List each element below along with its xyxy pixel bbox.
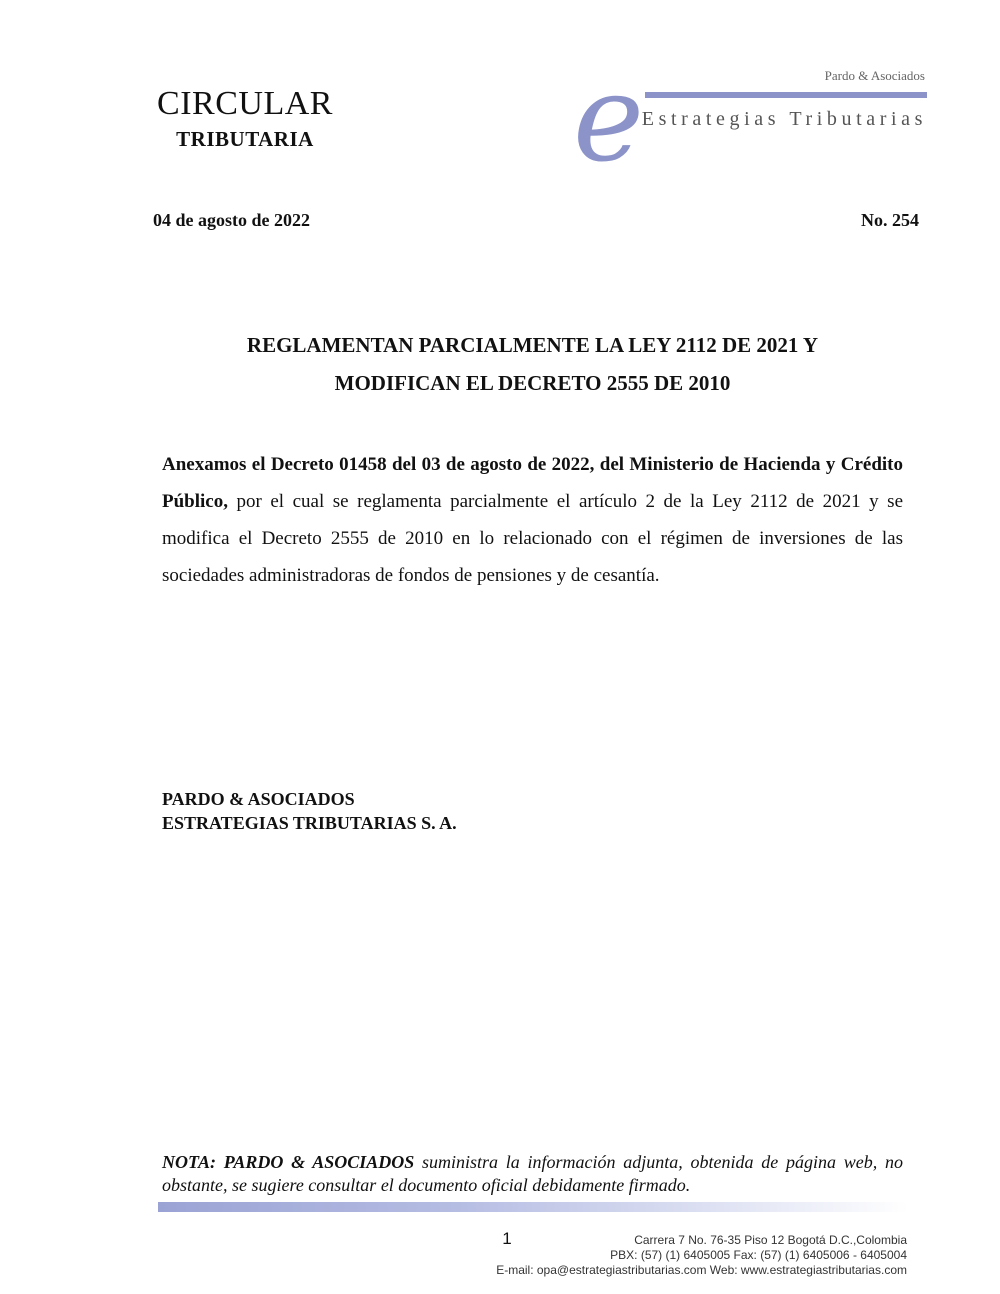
body-paragraph <box>162 446 903 594</box>
footer-email-web: E-mail: opa@estrategiastributarias.com Web: www.estrategiastributarias.com <box>496 1263 907 1277</box>
disclaimer-note <box>162 1151 903 1197</box>
circular-date: 04 de agosto de 2022 <box>153 210 310 230</box>
note-text: suministra la información adjunta, obtenida de página web, no obstante, se sugiere consultar el documento oficial debidamente firmado. <box>162 1152 903 1195</box>
logo-company-text: Pardo & Asociados <box>824 68 925 83</box>
circular-title: CIRCULAR <box>157 85 333 122</box>
signature-line-2: ESTRATEGIAS TRIBUTARIAS S. A. <box>162 813 457 833</box>
body-text: por el cual se reglamenta parcialmente el artículo 2 de la Ley 2112 de 2021 y se modifica el Decreto 2555 de 2010 en lo relacionado con el régimen de inversiones de las sociedades administradoras de fondos de pensiones y de cesantía. <box>162 491 903 586</box>
circular-subtitle: TRIBUTARIA <box>176 127 314 151</box>
signature-block <box>162 787 457 835</box>
headline-line-2: MODIFICAN EL DECRETO 2555 DE 2010 <box>334 371 731 395</box>
signature-line-1: PARDO & ASOCIADOS <box>162 789 355 809</box>
headline-line-1: REGLAMENTAN PARCIALMENTE LA LEY 2112 DE 2021 Y <box>246 333 819 357</box>
company-logo <box>575 60 935 172</box>
footer-address: Carrera 7 No. 76-35 Piso 12 Bogotá D.C.,Colombia <box>634 1233 907 1247</box>
footer-phones: PBX: (57) (1) 6405005 Fax: (57) (1) 6405006 - 6405004 <box>610 1248 907 1262</box>
logo-monogram: e <box>575 60 645 172</box>
footer-divider <box>158 1202 908 1212</box>
logo-brand-text: Estrategias Tributarias <box>641 108 927 130</box>
page-number: 1 <box>502 1229 512 1248</box>
logo-rule <box>645 92 927 98</box>
headline <box>160 326 905 402</box>
note-bold-text: NOTA: PARDO & ASOCIADOS <box>162 1152 415 1172</box>
footer-contact <box>496 1233 907 1278</box>
body-bold-text: Anexamos el Decreto 01458 del 03 de agosto de 2022, del Ministerio de Hacienda y Crédito Público, <box>162 454 903 512</box>
circular-number: No. 254 <box>861 210 919 230</box>
